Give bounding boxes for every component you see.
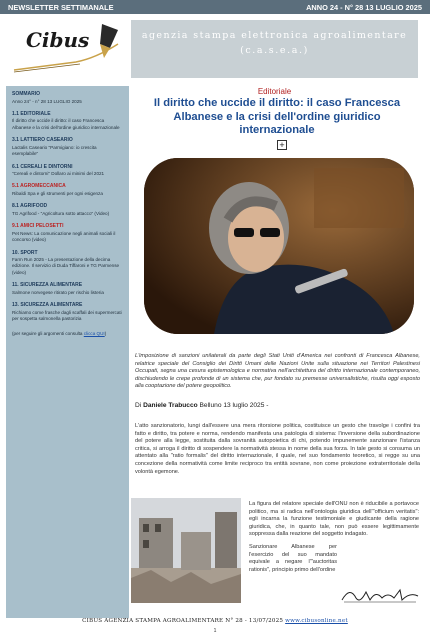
toc-item-heading: 8.1 AGRIFOOD bbox=[12, 203, 48, 210]
toc-item[interactable] bbox=[12, 282, 123, 296]
toc-item-text: Lactalis Caseario "Parmigiano: io crescita esemplabile" bbox=[12, 144, 97, 157]
toc-item-text: Ribaldi Spa e gli strumenti per ogni esigenza bbox=[12, 190, 103, 196]
toc-item-heading: 1.1 EDITORIALE bbox=[12, 110, 51, 117]
toc-item[interactable] bbox=[12, 250, 123, 277]
expand-icon[interactable]: + bbox=[277, 140, 287, 150]
toc-item-heading: 10. SPORT bbox=[12, 249, 38, 256]
toc-item-heading: 9.1 AMICI PELOSETTI bbox=[12, 223, 64, 230]
cibus-logo[interactable] bbox=[6, 18, 126, 80]
footer-url[interactable]: www.cibusonline.net bbox=[285, 618, 348, 624]
article-column bbox=[249, 501, 419, 579]
toc-item-heading: 6.1 CEREALI E DINTORNI bbox=[12, 163, 73, 170]
article-photo bbox=[144, 158, 414, 334]
toc-item-text: Pet News: La comunicazione negli animali sociali il concorso (video) bbox=[12, 230, 116, 243]
article-rubric: Editoriale bbox=[257, 87, 292, 96]
toc-footer: (per seguire gli argomenti consulta clicca QUI) bbox=[12, 330, 107, 336]
toc-item[interactable] bbox=[12, 137, 123, 157]
author-name: Daniele Trabucco bbox=[143, 402, 198, 409]
toc-item[interactable] bbox=[12, 183, 123, 197]
toc-sections bbox=[12, 111, 123, 323]
column-paragraph-1: La figura del relatore speciale dell'ONU non è riducibile a portavoce politico, ma si radica nell'ontologia giuridica dell'"officium veritatis": egli incarna la funzione testimoniale e giudicante della ragione giuridica, che, in quanto tale, non può essere legittimamente soppressa dalla reazione del soggetto indagato. bbox=[249, 501, 419, 538]
article-lead: L'imposizione di sanzioni unilaterali da parte degli Stati Uniti d'America nei confronti di Francesca Albanese, relatrice speciale del Consiglio dei Diritti Umani delle Nazioni Unite sulla situazione nei Territori Palestinesi Occupati, segna una cesura epistemologica e normativa nell'architettura del diritto internazionale contemporaneo, dischiudendo le crepe profonde di un sistema che, pur fondato su premesse universalistiche, risulta oggi esposto alla cooptazione del potere geopolitico. bbox=[135, 353, 420, 390]
ruins-photo bbox=[131, 498, 241, 603]
toc-item[interactable] bbox=[12, 164, 123, 178]
ruins-illustration bbox=[131, 498, 241, 603]
issue-label: ANNO 24 - N° 28 13 LUGLIO 2025 bbox=[306, 3, 422, 12]
toc-item[interactable] bbox=[12, 223, 123, 243]
top-bar bbox=[0, 0, 430, 14]
toc-item-text: Farm Run 2025 - La presentazione della decima edizione. Il servizio di Duda Tiffaroni e TG Parmense (video) bbox=[12, 257, 120, 275]
toc-link[interactable]: clicca QUI bbox=[83, 330, 105, 336]
toc-subtitle: Anno 24° - n° 28 13 LUGLIO 2025 bbox=[12, 98, 82, 104]
logo-text: Cibus bbox=[26, 28, 90, 52]
banner-acronym: (c.a.s.e.a.) bbox=[240, 45, 309, 56]
page-footer: CIBUS AGENZIA STAMPA AGROALIMENTARE N° 28 - 13/07/2025 www.cibusonline.net bbox=[82, 618, 348, 624]
author-signature bbox=[340, 582, 420, 606]
toc-title: SOMMARIO bbox=[12, 91, 41, 97]
toc-item-text: "Cereali e dintorni" Dollaro ai minimi del 2021 bbox=[12, 171, 105, 177]
toc-item-text: Il diritto che uccide il diritto: il caso Francesca Albanese e la crisi dell'ordine giuridico internazionale bbox=[12, 118, 120, 130]
table-of-contents bbox=[6, 86, 129, 618]
article-body: L'atto sanzionatorio, lungi dall'essere una mera ritorsione politica, costituisce un gesto che travolge i confini tra fatto e diritto, tra potere e norma, rendendo manifesta una patologia di sistema: l'inversione della subordinazione del potere alla legge, sostituita dalla sovranità autopoietica di chi, potendo impunemente sanzionare l'istanza critica, si arroga il diritto di sospendere la normatività stessa in nome della sua forza. In tale gesto si consuma un attentato alla "ratio formalis" del diritto internazionale, il quale, nel suo fondamento teoretico, si regge su una concezione della normatività come limite reciproco tra entità sovrane, non come proiezione extraterritoriale della volontà egemone. bbox=[135, 423, 420, 475]
article-headline[interactable]: Il diritto che uccide il diritto: il caso Francesca Albanese e la crisi dell'ordine giuridico internazionale bbox=[153, 97, 401, 136]
toc-item-heading: 3.1 LATTIERO CASEARIO bbox=[12, 137, 73, 144]
toc-item[interactable] bbox=[12, 302, 123, 322]
portrait-illustration bbox=[144, 158, 414, 334]
toc-item-heading: 5.1 AGROMECCANICA bbox=[12, 183, 66, 190]
toc-item-text: Salmone norvegese ritirato per rischio listeria bbox=[12, 289, 104, 295]
toc-item-text: TG Agrifood - "Agricoltura sotto attacco" (Video) bbox=[12, 210, 110, 216]
toc-item-heading: 13. SICUREZZA ALIMENTARE bbox=[12, 302, 83, 309]
article-byline: Di Daniele Trabucco Belluno 13 luglio 2025 - bbox=[135, 402, 269, 409]
column-paragraph-2: Sanzionare Albanese per l'esercizio del suo mandato equivale a negare l'"auctoritas rationis", principio primo dell'ordine bbox=[249, 543, 337, 573]
toc-item[interactable] bbox=[12, 203, 123, 217]
toc-item-heading: 11. SICUREZZA ALIMENTARE bbox=[12, 282, 83, 289]
page-number: 1 bbox=[213, 628, 217, 634]
toc-item[interactable] bbox=[12, 111, 123, 131]
banner-title: agenzia stampa elettronica agroalimentare bbox=[141, 30, 408, 41]
toc-item-text: Richiamo come frasche dagli scaffali dei supermercati per sospetta salmonella pastorizia bbox=[12, 309, 122, 322]
masthead-banner bbox=[131, 20, 418, 78]
newsletter-label: NEWSLETTER SETTIMANALE bbox=[8, 3, 114, 12]
